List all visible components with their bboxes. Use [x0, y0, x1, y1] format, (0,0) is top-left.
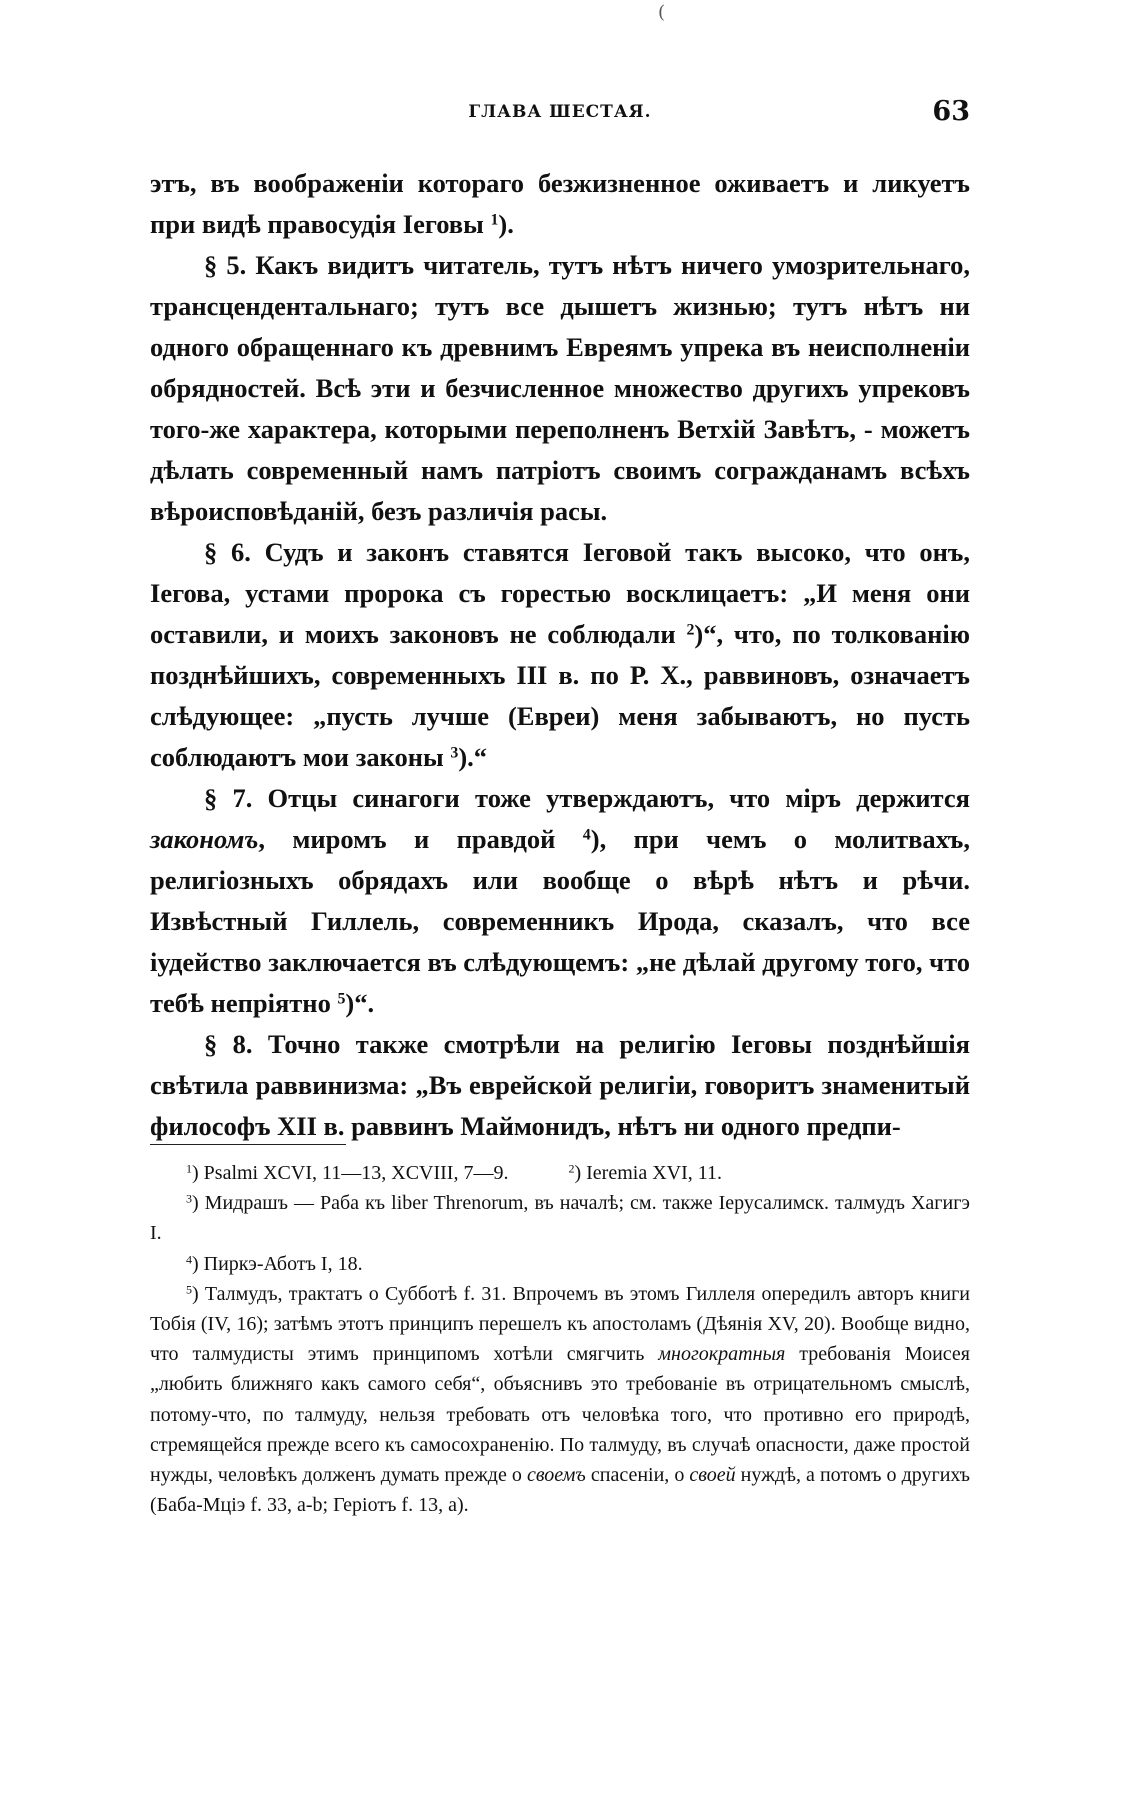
footnote-text: спасеніи, о — [585, 1464, 690, 1487]
scan-speck: ( — [658, 2, 666, 23]
italic-text: многократныя — [658, 1343, 786, 1366]
footnote-4 — [150, 1249, 970, 1279]
paragraph-text: этъ, въ воображеніи котораго безжизненное оживаетъ и ликуетъ при видѣ правосудія Іеговы — [150, 168, 970, 239]
footnote-3 — [150, 1188, 970, 1248]
footnote-text: ) Ieremia XVI, 11. — [574, 1162, 722, 1184]
paragraph-section-8: § 8. Точно также смотрѣли на религію Іеговы позднѣйшія свѣтила раввинизма: „Въ еврейской религіи, говоритъ знаменитый философъ XII в. раввинъ Маймонидъ, нѣтъ ни одного предпи- — [150, 1029, 970, 1141]
paragraph-section-5: § 5. Какъ видитъ читатель, тутъ нѣтъ ничего умозрительнаго, трансцендентальнаго; тутъ все дышетъ жизнью; тутъ нѣтъ ни одного обращеннаго къ древнимъ Евреямъ упрека въ неисполненіи обрядностей. Всѣ эти и безчисленное множество другихъ упрековъ того-же характера, которыми переполненъ Ветхій Завѣтъ, - можетъ дѣлать современный намъ патріотъ своимъ согражданамъ всѣхъ вѣроисповѣданій, безъ различія расы. — [150, 250, 970, 526]
paragraph-text: )“. — [345, 988, 375, 1018]
paragraph-text: ).“ — [458, 742, 488, 772]
footnote-reference: 1 — [490, 211, 499, 229]
footnote-1 — [186, 1158, 508, 1188]
paragraph-text: ). — [498, 209, 514, 239]
footnote-text: ) Пиркэ-Аботъ I, 18. — [192, 1252, 363, 1275]
footnote-text: ) Талмудъ, трактатъ о Субботѣ f. 31. Впрочемъ въ этомъ Гиллеля опередилъ авторъ книги Тобія (IV, 16); затѣмъ этотъ принципъ перешелъ къ апостоламъ (Дѣянія XV, 20). Вообще видно, что талмудисты этимъ принципомъ хотѣли смягчить — [150, 1282, 970, 1366]
paragraph-text: § 6. Судъ и законъ ставятся Іеговой такъ высоко, что онъ, Іегова, устами пророка съ горестью восклицаетъ: „И меня они оставили, и моихъ законовъ не соблюдали — [150, 537, 970, 649]
footnote-marker: 1 — [186, 1161, 192, 1176]
footnote-text: ) Psalmi XCVI, 11—13, XCVIII, 7—9. — [192, 1162, 509, 1184]
paragraph-section-6 — [150, 532, 970, 778]
paragraph-continuation — [150, 163, 970, 245]
footnote-5 — [150, 1279, 970, 1521]
footnote-marker: 5 — [186, 1282, 192, 1297]
footnote-text: нуждѣ, а потомъ о другихъ (Баба-Мціэ f. 33, a-b; Геріотъ f. 13, a). — [150, 1464, 970, 1517]
running-title: ГЛАВА ШЕСТАЯ. — [468, 102, 652, 122]
paragraph-text: ), при чемъ о молитвахъ, религіозныхъ обрядахъ или вообще о вѣрѣ нѣтъ и рѣчи. Извѣстный Гиллель, современникъ Ирода, сказалъ, что все іудейство заключается въ слѣдующемъ: „не дѣлай другому того, что тебѣ непріятно — [150, 824, 970, 1018]
footnote-text: ) Мидрашъ — Раба къ liber Threnorum, въ началѣ; см. также Іерусалимск. талмудъ Хагигэ I. — [150, 1192, 970, 1245]
footnote-reference: 4 — [582, 826, 591, 844]
footnote-marker: 2 — [568, 1161, 575, 1176]
footnote-row-1-2 — [150, 1158, 970, 1188]
paragraph-text: , миромъ и правдой — [258, 824, 583, 854]
footnote-reference: 3 — [450, 744, 459, 762]
main-text — [150, 163, 970, 1147]
paragraph-text: )“, что, по толкованію позднѣйшихъ, современныхъ III в. по Р. Х., раввиновъ, означаетъ слѣдующее: „пусть лучше (Евреи) меня забываютъ, но пусть соблюдаютъ мои законы — [150, 619, 970, 772]
footnote-text: требованія Моисея „любить ближняго какъ самого себя“, объяснивъ это требованіе въ отрицательномъ смыслѣ, потому-что, по талмуду, нельзя требовать отъ человѣка того, что противно его природѣ, стремящейся прежде всего къ самосохраненію. По талмуду, въ случаѣ опасности, даже простой нужды, человѣкъ долженъ думать прежде о — [150, 1343, 970, 1487]
footnotes — [150, 1158, 970, 1520]
footnote-reference: 2 — [686, 621, 695, 639]
footnote-divider — [150, 1144, 346, 1145]
page-number: 63 — [932, 96, 970, 127]
footnote-2 — [568, 1158, 722, 1188]
italic-text: закономъ — [150, 824, 259, 854]
footnote-marker: 3 — [186, 1191, 192, 1206]
paragraph-section-7 — [150, 778, 970, 1024]
footnote-reference: 5 — [337, 990, 346, 1008]
italic-text: своей — [689, 1464, 736, 1487]
page-header — [150, 96, 970, 136]
paragraph-text: § 7. Отцы синагоги тоже утверждаютъ, что міръ держится — [204, 783, 970, 813]
italic-text: своемъ — [526, 1464, 586, 1487]
footnote-marker: 4 — [186, 1252, 192, 1267]
